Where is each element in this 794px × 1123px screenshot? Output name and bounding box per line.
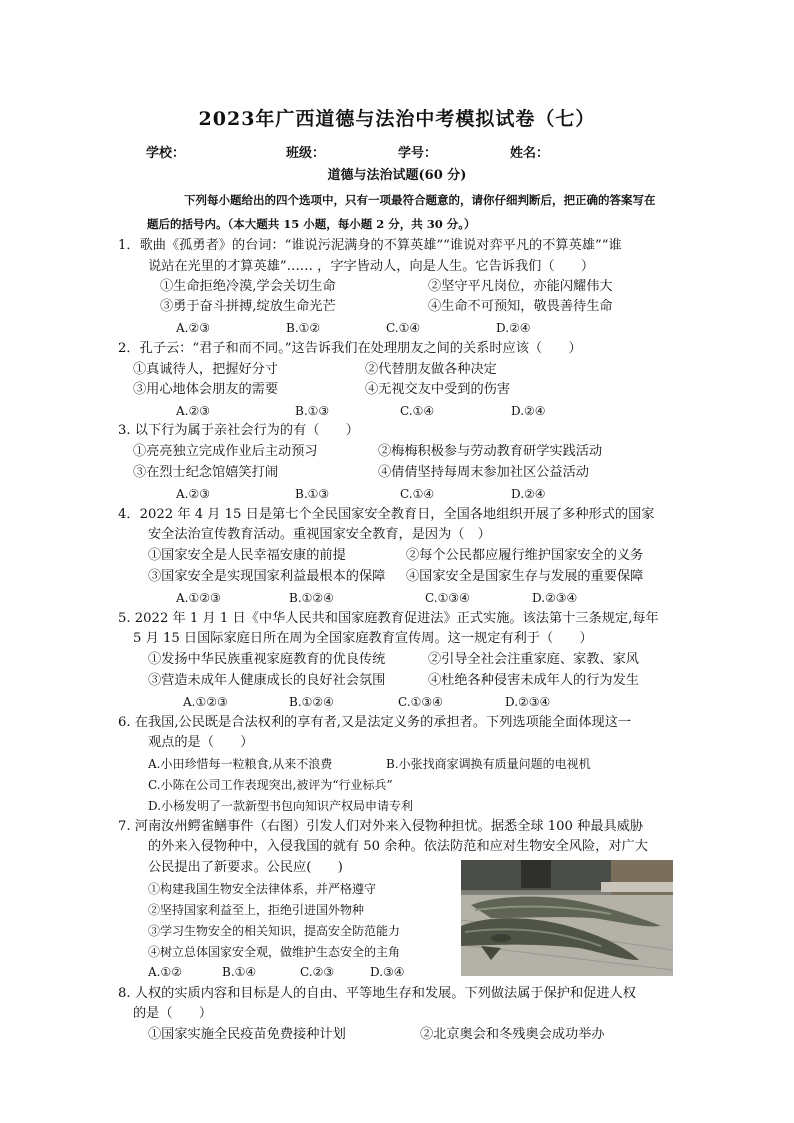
- question-7-item: ①构建我国生物安全法律体系，并严格遵守: [148, 882, 377, 896]
- school-field-label: 学校：: [146, 146, 186, 161]
- question-5-item: ①发扬中华民族重视家庭教育的优良传统: [148, 652, 386, 667]
- question-7-choice: A.①②: [148, 965, 182, 979]
- alligator-gar-photo: [461, 860, 673, 976]
- question-2-item: ④无视交友中受到的伤害: [365, 382, 511, 397]
- question-6-choice: A.小田珍惜每一粒粮食,从来不浪费: [148, 757, 333, 771]
- instruction-line: 下列每小题给出的四个选项中，只有一项最符合题意的，请你仔细判断后，把正确的答案写在: [184, 193, 656, 207]
- question-5-choice: D.②③④: [505, 695, 551, 709]
- question-5-stem: 5 月 15 日国际家庭日所在周为全国家庭教育宣传周。这一规定有利于（ ）: [133, 631, 593, 646]
- question-2-choice: D.②④: [511, 404, 546, 418]
- question-7-choice: D.③④: [370, 965, 405, 979]
- question-4-stem: 4．2022 年 4 月 15 日是第七个全民国家安全教育日，全国各地组织开展了多种形式的国家: [118, 507, 655, 522]
- question-7-choice: B.①④: [222, 965, 257, 979]
- question-4-choice: C.①③④: [425, 591, 470, 605]
- question-5-item: ②引导全社会注重家庭、家教、家风: [428, 652, 639, 667]
- question-3-choice: D.②④: [511, 487, 546, 501]
- question-4-choice: B.①②④: [289, 591, 334, 605]
- question-1-choice: C.①④: [386, 321, 421, 335]
- question-4-item: ④国家安全是国家生存与发展的重要保障: [406, 569, 644, 584]
- question-1-item: ④生命不可预知，敬畏善待生命: [428, 299, 613, 314]
- question-3-item: ①亮亮独立完成作业后主动预习: [133, 444, 318, 459]
- question-1-item: ②坚守平凡岗位，亦能闪耀伟大: [428, 279, 613, 294]
- question-5-item: ④杜绝各种侵害未成年人的行为发生: [428, 673, 639, 688]
- instruction-line: 题后的括号内。（本大题共 15 小题，每小题 2 分，共 30 分。）: [147, 217, 476, 231]
- question-6-stem: 6. 在我国,公民既是合法权利的享有者,又是法定义务的承担者。下列选项能全面体现这一: [118, 715, 632, 730]
- question-7-choice: C.②③: [300, 965, 335, 979]
- number-field-label: 学号：: [398, 146, 438, 161]
- question-1-item: ③勇于奋斗拼搏,绽放生命光芒: [160, 299, 336, 314]
- question-1-choice: B.①②: [286, 321, 321, 335]
- question-3-stem: 3. 以下行为属于亲社会行为的有（ ）: [118, 423, 359, 438]
- question-3-item: ④倩倩坚持每周末参加社区公益活动: [378, 465, 589, 480]
- question-2-item: ③用心地体会朋友的需要: [133, 382, 279, 397]
- name-field-label: 姓名：: [510, 146, 550, 161]
- question-2-choice: B.①③: [295, 404, 330, 418]
- question-1-choice: A.②③: [176, 321, 210, 335]
- question-4-stem: 安全法治宣传教育活动。重视国家安全教育，是因为（ ）: [148, 527, 491, 542]
- question-8-stem: 的是（ ）: [133, 1006, 213, 1021]
- question-1-stem: 1．歌曲《孤勇者》的台词：“谁说污泥满身的不算英雄”“谁说对弈平凡的不算英雄”“谁: [118, 238, 622, 253]
- question-3-choice: C.①④: [400, 487, 435, 501]
- question-8-item: ①国家实施全民疫苗免费接种计划: [148, 1027, 346, 1042]
- question-3-item: ②梅梅积极参与劳动教育研学实践活动: [378, 444, 603, 459]
- question-4-choice: A.①②③: [176, 591, 221, 605]
- question-5-choice: B.①②④: [289, 695, 334, 709]
- question-8-stem: 8. 人权的实质内容和目标是人的自由、平等地生存和发展。下列做法属于保护和促进人权: [118, 986, 636, 1001]
- question-1-stem: 说站在光里的才算英雄”…… ，字字皆动人，向是人生。它告诉我们（ ）: [148, 259, 595, 274]
- section-title: 道德与法治试题(60 分): [327, 168, 467, 183]
- question-7-stem: 公民提出了新要求。公民应( ): [148, 860, 343, 875]
- question-5-item: ③营造未成年人健康成长的良好社会氛围: [148, 673, 386, 688]
- question-3-choice: B.①③: [295, 487, 330, 501]
- question-2-choice: C.①④: [400, 404, 435, 418]
- question-5-stem: 5. 2022 年 1 月 1 日《中华人民共和国家庭教育促进法》正式实施。该法第十三条规定,每年: [118, 611, 659, 626]
- class-field-label: 班级：: [286, 146, 326, 161]
- question-6-choice: C.小陈在公司工作表现突出,被评为“行业标兵”: [148, 778, 393, 792]
- page-title: 2023年广西道德与法治中考模拟试卷（七）: [198, 108, 596, 130]
- question-2-stem: 2．孔子云：“君子和而不同。”这告诉我们在处理朋友之间的关系时应该（ ）: [118, 341, 582, 356]
- question-7-item: ④树立总体国家安全观，做维护生态安全的主角: [148, 945, 401, 959]
- question-7-item: ②坚持国家利益至上，拒绝引进国外物种: [148, 903, 365, 917]
- question-4-item: ①国家安全是人民幸福安康的前提: [148, 548, 346, 563]
- question-4-item: ②每个公民都应履行维护国家安全的义务: [406, 548, 644, 563]
- question-1-item: ①生命拒绝冷漠,学会关切生命: [160, 279, 336, 294]
- question-4-item: ③国家安全是实现国家利益最根本的保障: [148, 569, 386, 584]
- question-8-item: ②北京奥会和冬残奥会成功举办: [420, 1027, 605, 1042]
- question-2-item: ①真诚待人，把握好分寸: [133, 362, 279, 377]
- question-3-item: ③在烈士纪念馆嬉笑打闹: [133, 465, 279, 480]
- question-7-item: ③学习生物安全的相关知识，提高安全防范能力: [148, 924, 401, 938]
- question-1-choice: D.②④: [496, 321, 531, 335]
- question-5-choice: C.①③④: [398, 695, 443, 709]
- question-2-item: ②代替朋友做各种决定: [365, 362, 497, 377]
- question-6-choice: D.小杨发明了一款新型书包向知识产权局申请专利: [148, 799, 414, 813]
- question-7-stem: 的外来入侵物种中，入侵我国的就有 50 余种。依法防范和应对生物安全风险，对广大: [148, 839, 648, 854]
- question-4-choice: D.②③④: [532, 591, 578, 605]
- question-6-stem: 观点的是（ ）: [148, 735, 254, 750]
- question-7-stem: 7. 河南汝州鳄雀鳝事件（右图）引发人们对外来入侵物种担忧。据悉全球 100 种最具威胁: [118, 819, 644, 834]
- question-6-choice: B.小张找商家调换有质量问题的电视机: [386, 757, 591, 771]
- question-2-choice: A.②③: [176, 404, 210, 418]
- question-3-choice: A.②③: [176, 487, 210, 501]
- question-5-choice: A.①②③: [183, 695, 228, 709]
